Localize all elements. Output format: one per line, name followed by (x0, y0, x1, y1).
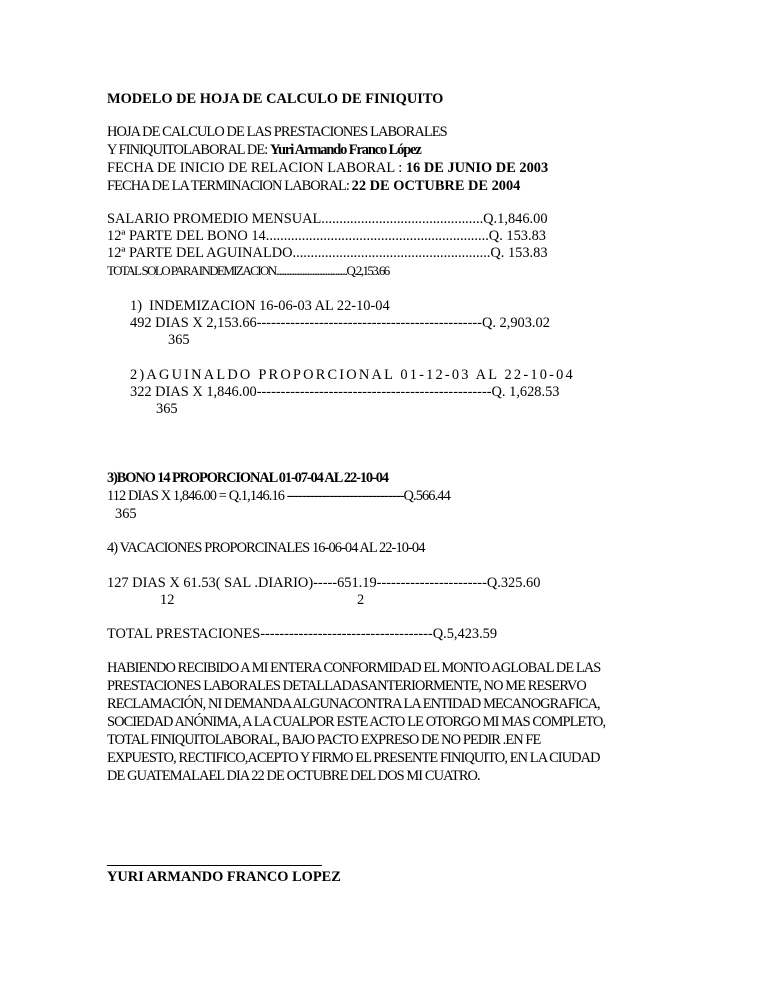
vacaciones-divisor-1: 12 (160, 592, 175, 608)
header-line-1: HOJA DE CALCULO DE LAS PRESTACIONES LABORALES (107, 124, 447, 140)
header-line-4 (107, 179, 520, 193)
header-line-2 (107, 143, 421, 157)
aguinaldo-heading: 2)AGUINALDO PROPORCIONAL 01-12-03 AL 22-10-04 (130, 367, 575, 383)
signature-name: YURI ARMANDO FRANCO LOPEZ (107, 869, 341, 885)
aguinaldo-12th-line: 12ª PARTE DEL AGUINALDO.......................................................Q. 153.83 (107, 245, 548, 261)
aguinaldo-divisor: 365 (156, 401, 178, 417)
start-date: 16 DE JUNIO DE 2003 (405, 160, 549, 176)
header-line-3 (107, 161, 548, 175)
aguinaldo-calc: 322 DIAS X 1,846.00-------------------------------------------------Q. 1,628.53 (130, 384, 560, 400)
bono14-divisor: 365 (115, 506, 137, 522)
declaration-line: EXPUESTO, RECTIFICO,ACEPTO Y FIRMO EL PRESENTE FINIQUITO, EN LA CIUDAD (107, 750, 600, 766)
declaration-line: HABIENDO RECIBIDO A MI ENTERA CONFORMIDAD EL MONTO AGLOBAL DE LAS (107, 660, 601, 676)
indemnizacion-divisor: 365 (168, 332, 190, 348)
bono-12th-line: 12ª PARTE DEL BONO 14..............................................................Q. 153.83 (107, 228, 546, 244)
end-date-label: FECHA DE LA TERMINACION LABORAL: (107, 178, 352, 194)
document-title: MODELO DE HOJA DE CALCULO DE FINIQUITO (107, 91, 444, 107)
declaration-line: SOCIEDAD ANÓNIMA, A LA CUALPOR ESTE ACTO LE OTORGO MI MAS COMPLETO, (107, 714, 606, 730)
total-prestaciones: TOTAL PRESTACIONES------------------------------------Q.5,423.59 (107, 626, 498, 642)
signature-line (107, 865, 322, 866)
vacaciones-calc: 127 DIAS X 61.53( SAL .DIARIO)-----651.19-----------------------Q.325.60 (107, 575, 541, 591)
declaration-line: TOTAL FINIQUITOLABORAL, BAJO PACTO EXPRESO DE NO PEDIR .EN FE (107, 732, 541, 748)
vacaciones-divisor-2: 2 (357, 592, 365, 608)
vacaciones-heading: 4) VACACIONES PROPORCINALES 16-06-04 AL 22-10-04 (107, 540, 425, 556)
bono14-heading: 3)BONO 14 PROPORCIONAL 01-07-04 AL 22-10-04 (107, 470, 388, 486)
declaration-line: PRESTACIONES LABORALES DETALLADASANTERIORMENTE, NO ME RESERVO (107, 678, 586, 694)
employee-name: Yuri Armando Franco López (270, 142, 421, 158)
declaration-line: RECLAMACIÓN, NI DEMANDA ALGUNACONTRA LA ENTIDAD MECANOGRAFICA, (107, 696, 600, 712)
bono14-calc: 112 DIAS X 1,846.00 = Q.1,146.16 ------------------------------Q.566.44 (107, 488, 450, 504)
start-date-label: FECHA DE INICIO DE RELACION LABORAL : (107, 160, 406, 176)
indemnizacion-calc: 492 DIAS X 2,153.66-----------------------------------------------Q. 2,903.02 (130, 315, 550, 331)
total-indemnizacion-line: TOTAL SOLO PARA INDEMIZACION...........................................Q.2,153.66 (107, 263, 389, 278)
declaration-line: DE GUATEMALAEL DIA 22 DE OCTUBRE DEL DOS MI CUATRO. (107, 768, 480, 784)
indemnizacion-heading: 1) INDEMIZACION 16-06-03 AL 22-10-04 (130, 298, 390, 314)
employee-label: Y FINIQUITOLABORAL DE: (107, 142, 271, 158)
salary-line: SALARIO PROMEDIO MENSUAL.............................................Q.1,846.00 (107, 211, 548, 227)
end-date: 22 DE OCTUBRE DE 2004 (351, 178, 521, 194)
